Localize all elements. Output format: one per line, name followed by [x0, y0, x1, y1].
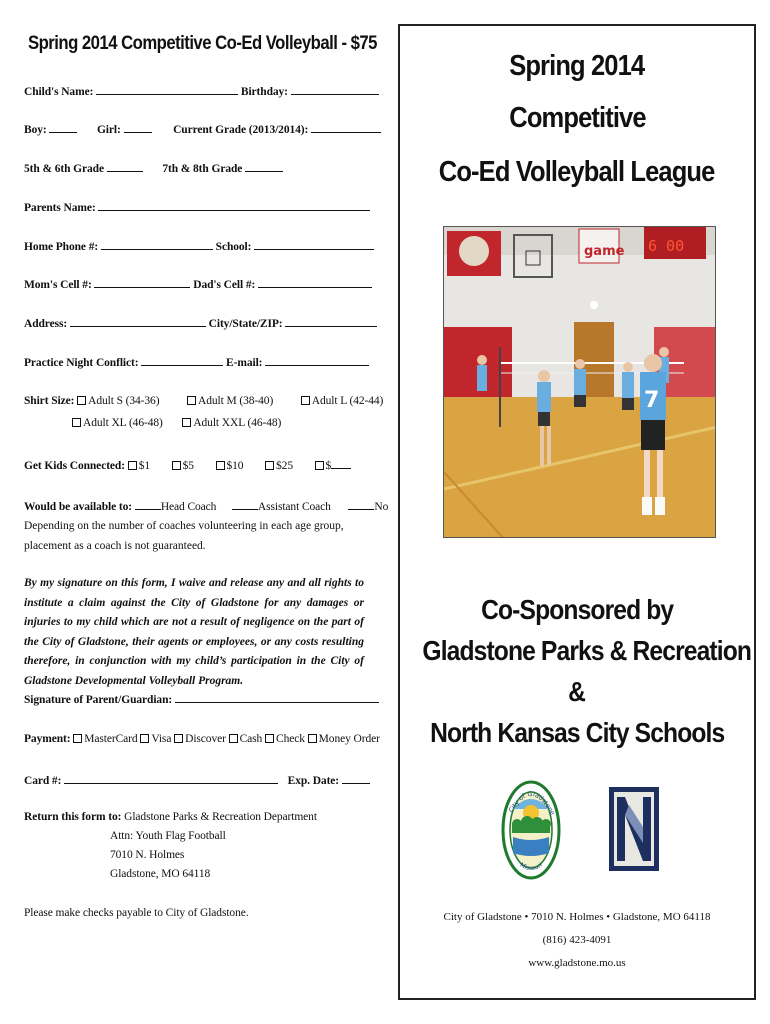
birthday-label: Birthday:: [240, 86, 288, 98]
seal-bottom-text: Missouri: [518, 861, 544, 873]
shirt-size-row-1: [24, 395, 383, 407]
seal-top-text: City of Gladstone: [506, 789, 557, 817]
gladstone-seal-logo: [501, 779, 561, 881]
shirt-s-checkbox[interactable]: [77, 396, 86, 405]
shirt-xl-checkbox[interactable]: [72, 418, 81, 427]
signature-row: [24, 692, 379, 706]
girl-label: Girl:: [96, 124, 121, 136]
visa-checkbox[interactable]: [140, 734, 149, 743]
kids-connected-row: [24, 458, 351, 472]
kids-5-label: $5: [182, 460, 194, 472]
return-label: Return this form to:: [24, 811, 122, 823]
contact-address: City of Gladstone • 7010 N. Holmes • Gladstone, MO 64118: [443, 911, 711, 923]
assistant-coach-label: Assistant Coach: [257, 501, 331, 513]
sponsor-line-3: &: [568, 676, 586, 707]
kids-10-checkbox[interactable]: [216, 461, 225, 470]
cash-label: Cash: [239, 733, 263, 745]
email-label: E-mail:: [226, 357, 263, 369]
card-row: [24, 773, 370, 787]
city-label: City/State/ZIP:: [208, 318, 283, 330]
promo-panel: [398, 24, 756, 1000]
check-label: Check: [276, 733, 305, 745]
email-field[interactable]: [265, 355, 369, 366]
form-title: Spring 2014 Competitive Co-Ed Volleyball - $75: [28, 33, 377, 54]
return-line-1: Gladstone Parks & Recreation Department: [124, 811, 317, 823]
svg-text:7: 7: [644, 388, 660, 413]
dads-cell-label: Dad's Cell #:: [193, 279, 256, 291]
grade-level-row: [24, 161, 283, 175]
nkc-schools-logo: [609, 787, 659, 871]
card-field[interactable]: [64, 773, 278, 784]
school-label: School:: [215, 241, 252, 253]
volleyball-photo: [443, 226, 716, 538]
practice-label: Practice Night Conflict:: [24, 357, 139, 369]
boy-label: Boy:: [24, 124, 47, 136]
payment-row: [24, 733, 380, 745]
shirt-xxl-label: Adult XXL (46-48): [193, 417, 282, 429]
grade-field[interactable]: [311, 122, 381, 133]
panel-title-line-2: Competitive: [508, 102, 646, 134]
contact-phone: (816) 423-4091: [542, 934, 612, 946]
home-phone-field[interactable]: [101, 239, 213, 250]
discover-checkbox[interactable]: [174, 734, 183, 743]
practice-email-row: [24, 355, 369, 369]
checks-note: Please make checks payable to City of Gladstone.: [24, 907, 249, 919]
signature-label: Signature of Parent/Guardian:: [24, 694, 173, 706]
return-line-4: Gladstone, MO 64118: [110, 868, 211, 880]
address-label: Address:: [24, 318, 68, 330]
school-field[interactable]: [254, 239, 374, 250]
mastercard-checkbox[interactable]: [73, 734, 82, 743]
shirt-l-checkbox[interactable]: [301, 396, 310, 405]
exp-field[interactable]: [342, 773, 370, 784]
address-field[interactable]: [70, 316, 206, 327]
waiver-text: By my signature on this form, I waive and release any and all rights to institute a claim against the City of Gladstone for any damages or injuries to my child which are not a result of negligence on the part of the City of Gladstone, their agents or employees, or any costs resulting therefore, in conjunction with my child’s participation in the City of Gladstone Developmental Volleyball Program.: [24, 577, 364, 687]
parents-name-label: Parents Name:: [24, 202, 96, 214]
check-checkbox[interactable]: [265, 734, 274, 743]
visa-label: Visa: [151, 733, 172, 745]
kids-other-label: $: [325, 460, 332, 472]
childs-name-field[interactable]: [96, 84, 238, 95]
parents-name-field[interactable]: [98, 200, 370, 211]
home-phone-label: Home Phone #:: [24, 241, 99, 253]
shirt-label: Shirt Size:: [24, 395, 75, 407]
shirt-m-checkbox[interactable]: [187, 396, 196, 405]
kids-label: Get Kids Connected:: [24, 460, 125, 472]
grade-56-label: 5th & 6th Grade: [24, 163, 104, 175]
head-coach-label: Head Coach: [160, 501, 217, 513]
mastercard-label: MasterCard: [84, 733, 138, 745]
kids-1-label: $1: [138, 460, 151, 472]
gender-grade-row: [24, 122, 381, 136]
no-label: No: [374, 501, 389, 513]
discover-label: Discover: [185, 733, 226, 745]
panel-title-line-3: Co-Ed Volleyball League: [439, 156, 715, 188]
moms-cell-label: Mom's Cell #:: [24, 279, 92, 291]
sponsor-line-2: Gladstone Parks & Recreation: [422, 635, 752, 666]
grade-78-label: 7th & 8th Grade: [162, 163, 243, 175]
coach-note: Depending on the number of coaches volunteering in each age group, placement as a coach is not guaranteed.: [24, 520, 344, 552]
exp-label: Exp. Date:: [287, 775, 340, 787]
kids-10-label: $10: [226, 460, 244, 472]
grade-56-field[interactable]: [107, 161, 143, 172]
moms-cell-field[interactable]: [94, 277, 190, 288]
grade-78-field[interactable]: [245, 161, 283, 172]
no-field[interactable]: [348, 499, 374, 510]
address-row: [24, 316, 377, 330]
shirt-size-row-2: [72, 417, 281, 429]
signature-field[interactable]: [175, 692, 379, 703]
childs-name-label: Child's Name:: [24, 86, 94, 98]
panel-title-line-1: Spring 2014: [509, 50, 645, 82]
shirt-l-label: Adult L (42-44): [311, 395, 384, 407]
card-label: Card #:: [24, 775, 62, 787]
girl-field[interactable]: [124, 122, 152, 133]
kids-other-field[interactable]: [331, 458, 351, 469]
childs-name-row: [24, 84, 379, 98]
practice-field[interactable]: [141, 355, 223, 366]
return-line-2: Attn: Youth Flag Football: [110, 830, 226, 842]
boy-field[interactable]: [49, 122, 77, 133]
sponsor-line-1: Co-Sponsored by: [480, 594, 674, 625]
payment-label: Payment:: [24, 733, 71, 745]
city-field[interactable]: [285, 316, 377, 327]
shirt-xl-label: Adult XL (46-48): [83, 417, 163, 429]
contact-website[interactable]: www.gladstone.mo.us: [528, 957, 626, 969]
grade-label: Current Grade (2013/2014):: [173, 124, 309, 136]
head-coach-field[interactable]: [135, 499, 161, 510]
gym-sign: game: [584, 244, 625, 259]
available-label: Would be available to:: [24, 501, 133, 513]
sponsor-line-4: North Kansas City Schools: [429, 717, 725, 748]
dads-cell-field[interactable]: [258, 277, 372, 288]
phone-school-row: [24, 239, 374, 253]
shirt-xxl-checkbox[interactable]: [182, 418, 191, 427]
birthday-field[interactable]: [291, 84, 379, 95]
money-order-checkbox[interactable]: [308, 734, 317, 743]
kids-other-checkbox[interactable]: [315, 461, 324, 470]
cell-phones-row: [24, 277, 372, 291]
money-order-label: Money Order: [318, 733, 380, 745]
availability-row: [24, 499, 388, 513]
shirt-m-label: Adult M (38-40): [198, 395, 274, 407]
return-block: [24, 811, 317, 823]
shirt-s-label: Adult S (34-36): [88, 395, 160, 407]
kids-5-checkbox[interactable]: [172, 461, 181, 470]
parents-name-row: [24, 200, 370, 214]
scoreboard: 6 00: [648, 237, 685, 255]
kids-25-label: $25: [276, 460, 293, 472]
return-line-3: 7010 N. Holmes: [110, 849, 185, 861]
assistant-coach-field[interactable]: [232, 499, 258, 510]
kids-1-checkbox[interactable]: [128, 461, 137, 470]
kids-25-checkbox[interactable]: [265, 461, 274, 470]
cash-checkbox[interactable]: [229, 734, 238, 743]
